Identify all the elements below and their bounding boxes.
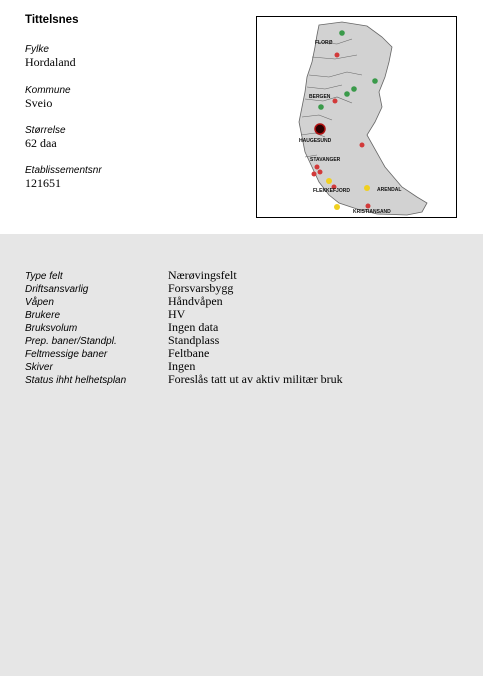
field-etablissementsnr bbox=[25, 165, 102, 190]
property-row bbox=[25, 346, 465, 359]
red-marker bbox=[366, 204, 371, 209]
property-label: Prep. baner/Standpl. bbox=[25, 336, 117, 347]
property-row bbox=[25, 294, 465, 307]
map-land bbox=[299, 22, 427, 215]
property-label: Type felt bbox=[25, 271, 63, 282]
property-row bbox=[25, 307, 465, 320]
property-value: Ingen bbox=[168, 359, 196, 373]
property-label: Status ihht helhetsplan bbox=[25, 375, 127, 386]
city-label: ARENDAL bbox=[377, 187, 402, 193]
field-label: Størrelse bbox=[25, 125, 66, 136]
city-label: FLEKKEFJORD bbox=[313, 188, 350, 194]
field-label: Etablissementsnr bbox=[25, 165, 102, 176]
property-label: Feltmessige baner bbox=[25, 349, 108, 360]
property-row bbox=[25, 281, 465, 294]
red-marker bbox=[312, 172, 317, 177]
green-marker bbox=[372, 78, 378, 84]
selected-location-marker bbox=[315, 124, 325, 134]
red-marker bbox=[335, 53, 340, 58]
field-label: Fylke bbox=[25, 44, 49, 55]
property-label: Skiver bbox=[25, 362, 53, 373]
red-marker bbox=[318, 170, 323, 175]
property-value: HV bbox=[168, 307, 186, 321]
green-marker bbox=[318, 104, 324, 110]
field-fylke bbox=[25, 44, 76, 69]
property-label: Brukere bbox=[25, 310, 61, 321]
page-title: Tittelsnes bbox=[25, 14, 79, 26]
red-marker bbox=[315, 165, 320, 170]
property-value: Nærøvingsfelt bbox=[168, 268, 237, 282]
field-storrelse bbox=[25, 125, 66, 150]
green-marker bbox=[344, 91, 350, 97]
field-value: Hordaland bbox=[25, 55, 76, 69]
field-value: 121651 bbox=[25, 176, 61, 190]
property-row bbox=[25, 320, 465, 333]
property-row bbox=[25, 268, 465, 281]
field-kommune bbox=[25, 85, 71, 110]
property-row bbox=[25, 333, 465, 346]
property-label: Driftsansvarlig bbox=[25, 284, 89, 295]
property-value: Feltbane bbox=[168, 346, 210, 360]
yellow-marker bbox=[364, 185, 370, 191]
property-value: Standplass bbox=[168, 333, 220, 347]
property-value: Ingen data bbox=[168, 320, 219, 334]
yellow-marker bbox=[326, 178, 332, 184]
city-label: KRISTIANSAND bbox=[353, 209, 391, 215]
properties-list bbox=[25, 268, 465, 385]
location-map bbox=[256, 16, 457, 218]
property-value: Foreslås tatt ut av aktiv militær bruk bbox=[168, 372, 343, 386]
details-panel bbox=[0, 234, 483, 676]
field-value: 62 daa bbox=[25, 136, 57, 150]
city-label: FLORØ bbox=[315, 40, 333, 46]
red-marker bbox=[333, 99, 338, 104]
city-label: STAVANGER bbox=[310, 157, 341, 163]
green-marker bbox=[351, 86, 357, 92]
city-label: HAUGESUND bbox=[299, 138, 332, 144]
property-row bbox=[25, 372, 465, 385]
green-marker bbox=[339, 30, 345, 36]
header-panel bbox=[0, 0, 483, 234]
city-label: BERGEN bbox=[309, 94, 331, 100]
field-value: Sveio bbox=[25, 96, 53, 110]
map-svg bbox=[257, 17, 456, 217]
property-label: Våpen bbox=[25, 297, 54, 308]
property-value: Håndvåpen bbox=[168, 294, 223, 308]
property-value: Forsvarsbygg bbox=[168, 281, 234, 295]
property-row bbox=[25, 359, 465, 372]
yellow-marker bbox=[334, 204, 340, 210]
property-label: Bruksvolum bbox=[25, 323, 78, 334]
red-marker bbox=[360, 143, 365, 148]
field-label: Kommune bbox=[25, 85, 71, 96]
